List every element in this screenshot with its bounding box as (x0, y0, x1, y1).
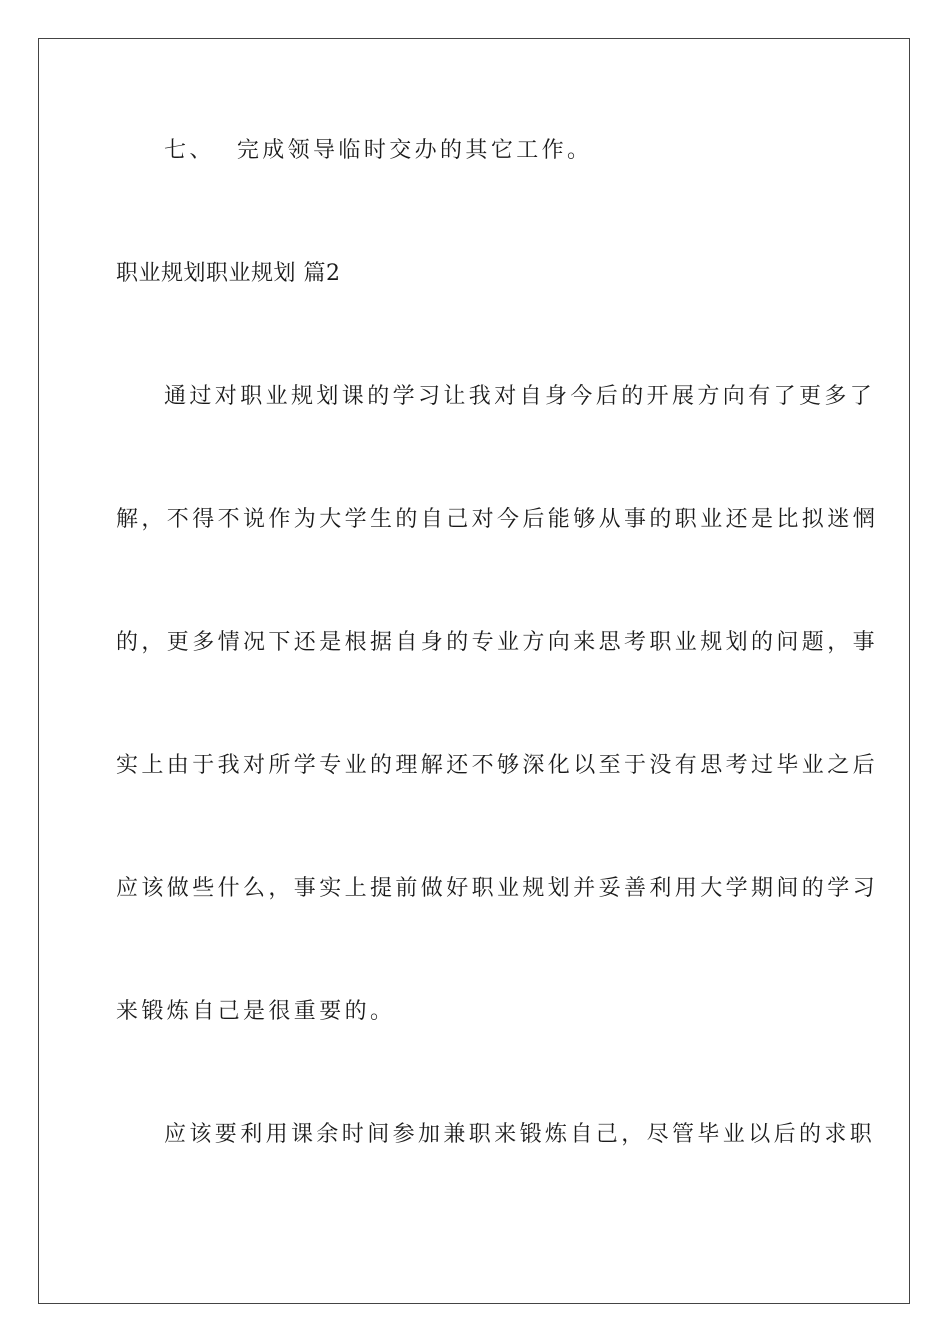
paragraph-line: 实上由于我对所学专业的理解还不够深化以至于没有思考过毕业之后 (116, 753, 879, 778)
paragraph-line: 应该要利用课余时间参加兼职来锻炼自己，尽管毕业以后的求职 (164, 1122, 876, 1147)
list-item-number: 七、 (164, 138, 215, 163)
paragraph-line: 的，更多情况下还是根据自身的专业方向来思考职业规划的问题，事 (116, 630, 879, 655)
section-heading: 职业规划职业规划 篇2 (116, 261, 341, 286)
paragraph-line: 来锻炼自己是很重要的。 (116, 999, 396, 1024)
list-item-seven (164, 136, 592, 166)
paragraph-line: 应该做些什么，事实上提前做好职业规划并妥善利用大学期间的学习 (116, 876, 879, 901)
paragraph-line: 解，不得不说作为大学生的自己对今后能够从事的职业还是比拟迷惘 (116, 507, 879, 532)
page-border (38, 38, 910, 1304)
list-item-text: 完成领导临时交办的其它工作。 (236, 138, 593, 163)
paragraph-line: 通过对职业规划课的学习让我对自身今后的开展方向有了更多了 (164, 384, 876, 409)
